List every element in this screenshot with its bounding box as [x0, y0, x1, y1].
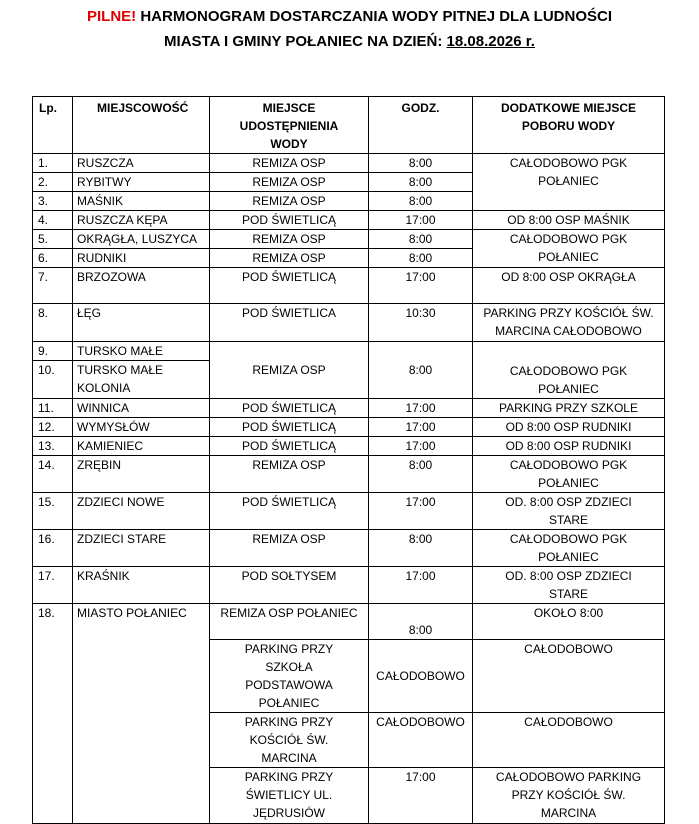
row-lp: 5.: [33, 230, 73, 249]
title-text: HARMONOGRAM DOSTARCZANIA WODY PITNEJ DLA LUDNOŚCI: [140, 8, 612, 25]
row-extra: CAŁODOBOWO PGK POŁANIEC: [473, 530, 665, 567]
row-place: REMIZA OSP: [210, 154, 369, 173]
row-extra: PARKING PRZY SZKOLE: [473, 399, 665, 418]
row-location: RUSZCZA KĘPA: [73, 211, 210, 230]
row-place: POD SOŁTYSEM: [210, 567, 369, 604]
row-lp: 7.: [33, 268, 73, 304]
table-row: [33, 154, 665, 173]
row-location: ŁĘG: [73, 304, 210, 342]
row-place: POD ŚWIETLICA: [210, 304, 369, 342]
row-place: REMIZA OSP POŁANIEC: [210, 604, 369, 640]
row-time: 10:30: [369, 304, 473, 342]
row-lp: 8.: [33, 304, 73, 342]
row-place: REMIZA OSP: [210, 249, 369, 268]
table-header-row: [33, 97, 665, 154]
row-time: 8:00: [369, 456, 473, 493]
row-place: PARKING PRZY ŚWIETLICY UL. JĘDRUSIÓW: [210, 768, 369, 824]
row-extra: CAŁODOBOWO PGK POŁANIEC: [473, 230, 665, 268]
row-time: 17:00: [369, 493, 473, 530]
row-place: POD ŚWIETLICĄ: [210, 211, 369, 230]
header-location: MIEJSCOWOŚĆ: [73, 97, 210, 154]
row-time: 8:00: [369, 173, 473, 192]
header-place: MIEJSCE UDOSTĘPNIENIA WODY: [210, 97, 369, 154]
row-time: 17:00: [369, 567, 473, 604]
table-row: [33, 437, 665, 456]
row-lp: 11.: [33, 399, 73, 418]
row-place: REMIZA OSP: [210, 342, 369, 399]
row-location: OKRĄGŁA, LUSZYCA: [73, 230, 210, 249]
row-lp: 12.: [33, 418, 73, 437]
row-location: RUSZCZA: [73, 154, 210, 173]
row-location: ZDZIECI STARE: [73, 530, 210, 567]
row-location: RYBITWY: [73, 173, 210, 192]
row-time: 8:00: [369, 249, 473, 268]
row-place: POD ŚWIETLICĄ: [210, 493, 369, 530]
row-location: TURSKO MAŁE: [73, 342, 210, 361]
row-time: 17:00: [369, 437, 473, 456]
header-time: GODZ.: [369, 97, 473, 154]
row-extra: CAŁODOBOWO PGK POŁANIEC: [473, 154, 665, 211]
row-place: POD ŚWIETLICĄ: [210, 268, 369, 304]
table-row: [33, 230, 665, 249]
row-location: ZRĘBIN: [73, 456, 210, 493]
row-location: TURSKO MAŁE KOLONIA: [73, 361, 210, 399]
table-row: [33, 456, 665, 493]
header-lp: Lp.: [33, 97, 73, 154]
row-time: [369, 604, 473, 640]
row-lp: 15.: [33, 493, 73, 530]
row-lp: 3.: [33, 192, 73, 211]
row-place: REMIZA OSP: [210, 192, 369, 211]
header-extra: DODATKOWE MIEJSCE POBORU WODY: [473, 97, 665, 154]
table-row: [33, 268, 665, 304]
row-place: PARKING PRZY SZKOŁA PODSTAWOWA POŁANIEC: [210, 640, 369, 713]
row-time: 8:00: [369, 154, 473, 173]
row-lp: 10.: [33, 361, 73, 399]
row-time: 8:00: [369, 342, 473, 399]
row-place: REMIZA OSP: [210, 173, 369, 192]
row-extra: OKOŁO 8:00: [473, 604, 665, 640]
row-place: POD ŚWIETLICĄ: [210, 399, 369, 418]
row-place: POD ŚWIETLICĄ: [210, 437, 369, 456]
row-time: 8:00: [369, 230, 473, 249]
row-place: REMIZA OSP: [210, 456, 369, 493]
row-extra: PARKING PRZY KOŚCIÓŁ ŚW. MARCINA CAŁODOBOWO: [473, 304, 665, 342]
row-extra: OD. 8:00 OSP ZDZIECI STARE: [473, 567, 665, 604]
row-time: 17:00: [369, 399, 473, 418]
row-extra: OD 8:00 OSP RUDNIKI: [473, 418, 665, 437]
row-time: 17:00: [369, 211, 473, 230]
row-time: 17:00: [369, 418, 473, 437]
row-location: KRAŚNIK: [73, 567, 210, 604]
row-location: MIASTO POŁANIEC: [73, 604, 210, 824]
document-title-line1: [0, 6, 699, 28]
row-place: REMIZA OSP: [210, 530, 369, 567]
row-lp: 4.: [33, 211, 73, 230]
row-time-text: 8:00: [408, 623, 433, 637]
document-title-line2: [0, 31, 699, 53]
row-time: CAŁODOBOWO: [369, 640, 473, 713]
urgent-label: PILNE!: [86, 8, 137, 25]
row-extra-text: CAŁODOBOWO PGK POŁANIEC: [509, 364, 628, 396]
row-place: POD ŚWIETLICĄ: [210, 418, 369, 437]
table-row: [33, 399, 665, 418]
water-schedule-table: [32, 96, 665, 824]
row-location: WYMYSŁÓW: [73, 418, 210, 437]
row-location: KAMIENIEC: [73, 437, 210, 456]
row-time: CAŁODOBOWO: [369, 713, 473, 768]
row-lp: 17.: [33, 567, 73, 604]
table-row: [33, 304, 665, 342]
table-row: [33, 567, 665, 604]
row-place: REMIZA OSP: [210, 230, 369, 249]
row-lp: 13.: [33, 437, 73, 456]
row-lp: 14.: [33, 456, 73, 493]
row-location: ZDZIECI NOWE: [73, 493, 210, 530]
table-row: [33, 418, 665, 437]
row-lp: 18.: [33, 604, 73, 824]
row-time: 17:00: [369, 768, 473, 824]
row-lp: 16.: [33, 530, 73, 567]
row-lp: 9.: [33, 342, 73, 361]
row-extra: CAŁODOBOWO PARKING PRZY KOŚCIÓŁ ŚW. MARCINA: [473, 768, 665, 824]
row-extra: OD 8:00 OSP OKRĄGŁA: [473, 268, 665, 304]
row-extra: OD. 8:00 OSP ZDZIECI STARE: [473, 493, 665, 530]
row-location: MAŚNIK: [73, 192, 210, 211]
row-location: RUDNIKI: [73, 249, 210, 268]
schedule-date: 18.08.2026 r.: [446, 33, 535, 50]
row-time: 17:00: [369, 268, 473, 304]
row-lp: 2.: [33, 173, 73, 192]
table-row: [33, 493, 665, 530]
table-row: [33, 342, 665, 361]
row-extra: CAŁODOBOWO: [473, 640, 665, 713]
row-location: WINNICA: [73, 399, 210, 418]
row-lp: 1.: [33, 154, 73, 173]
row-extra: OD 8:00 OSP RUDNIKI: [473, 437, 665, 456]
row-extra: [473, 342, 665, 399]
row-extra: CAŁODOBOWO PGK POŁANIEC: [473, 456, 665, 493]
table-row: [33, 211, 665, 230]
row-time: 8:00: [369, 530, 473, 567]
table-row: [33, 604, 665, 640]
row-extra: OD 8:00 OSP MAŚNIK: [473, 211, 665, 230]
table-row: [33, 530, 665, 567]
row-extra: CAŁODOBOWO: [473, 713, 665, 768]
row-place: PARKING PRZY KOŚCIÓŁ ŚW. MARCINA: [210, 713, 369, 768]
row-location: BRZOZOWA: [73, 268, 210, 304]
row-time: 8:00: [369, 192, 473, 211]
title-prefix: MIASTA I GMINY POŁANIEC NA DZIEŃ:: [164, 33, 443, 50]
row-lp: 6.: [33, 249, 73, 268]
